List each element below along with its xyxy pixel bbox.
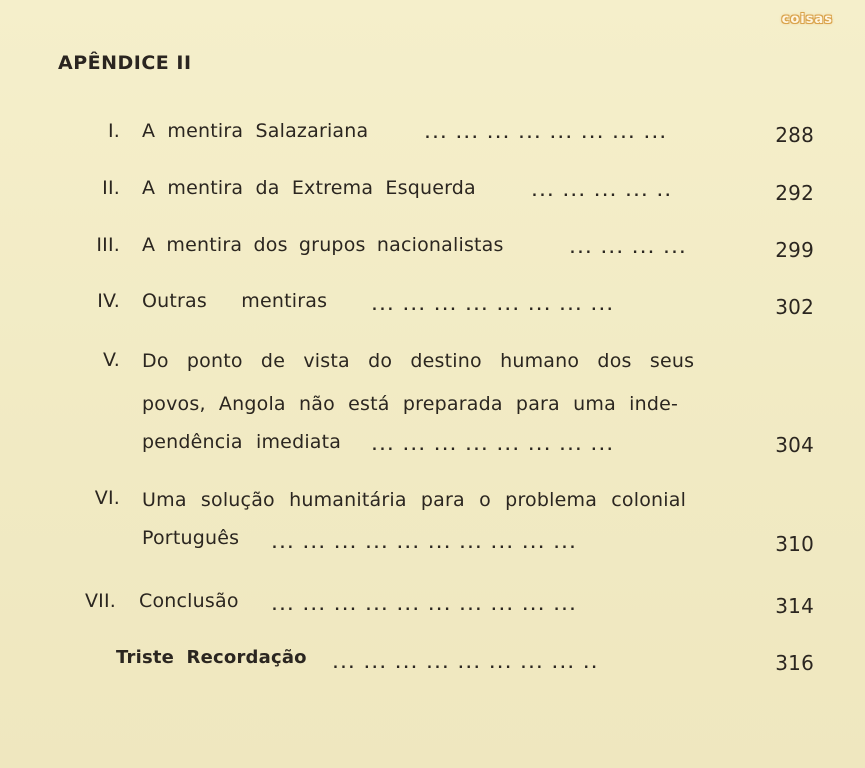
entry-number: V. <box>103 349 120 371</box>
entry-title: A mentira da Extrema Esquerda <box>142 177 476 199</box>
entry-title: Outras mentiras <box>142 290 328 312</box>
entry-number: VI. <box>94 487 120 509</box>
entry-title-line-2: Português <box>142 527 240 549</box>
dot-leader: ... ... ... ... ... ... ... ... ... ... <box>272 599 578 614</box>
page-number: 288 <box>775 123 814 147</box>
entry-title-line-1: Uma solução humanitária para o problema colonial <box>142 489 687 511</box>
page-number: 316 <box>775 651 814 675</box>
entry-title-line-2: povos, Angola não está preparada para uma inde- <box>142 393 679 415</box>
entry-number: III. <box>96 234 120 256</box>
page-number: 310 <box>775 532 814 556</box>
entry-title: A mentira dos grupos nacionalistas <box>142 234 504 256</box>
entry-title: Triste Recordação <box>116 647 307 668</box>
dot-leader: ... ... ... ... ... ... ... ... <box>372 299 616 314</box>
entry-title-line-1: Do ponto de vista do destino humano dos seus <box>142 350 695 372</box>
page-number: 299 <box>775 238 814 262</box>
appendix-heading: APÊNDICE II <box>58 52 192 74</box>
page-number: 292 <box>775 181 814 205</box>
dot-leader: ... ... ... ... .. <box>532 185 674 200</box>
entry-number: VII. <box>84 590 116 612</box>
dot-leader: ... ... ... ... ... ... ... ... .. <box>333 657 600 672</box>
entry-title: Conclusão <box>139 590 239 612</box>
page-number: 304 <box>775 433 814 457</box>
entry-number: I. <box>107 120 120 142</box>
entry-number: II. <box>102 177 120 199</box>
page-number: 314 <box>775 594 814 618</box>
entry-number: IV. <box>97 290 120 312</box>
dot-leader: ... ... ... ... <box>570 242 688 257</box>
entry-title: A mentira Salazariana <box>142 120 369 142</box>
entry-title-line-3: pendência imediata <box>142 431 342 453</box>
dot-leader: ... ... ... ... ... ... ... ... ... ... <box>272 537 578 552</box>
watermark-logo: coisas <box>781 12 833 27</box>
dot-leader: ... ... ... ... ... ... ... ... <box>425 127 669 142</box>
page-number: 302 <box>775 295 814 319</box>
dot-leader: ... ... ... ... ... ... ... ... <box>372 439 616 454</box>
